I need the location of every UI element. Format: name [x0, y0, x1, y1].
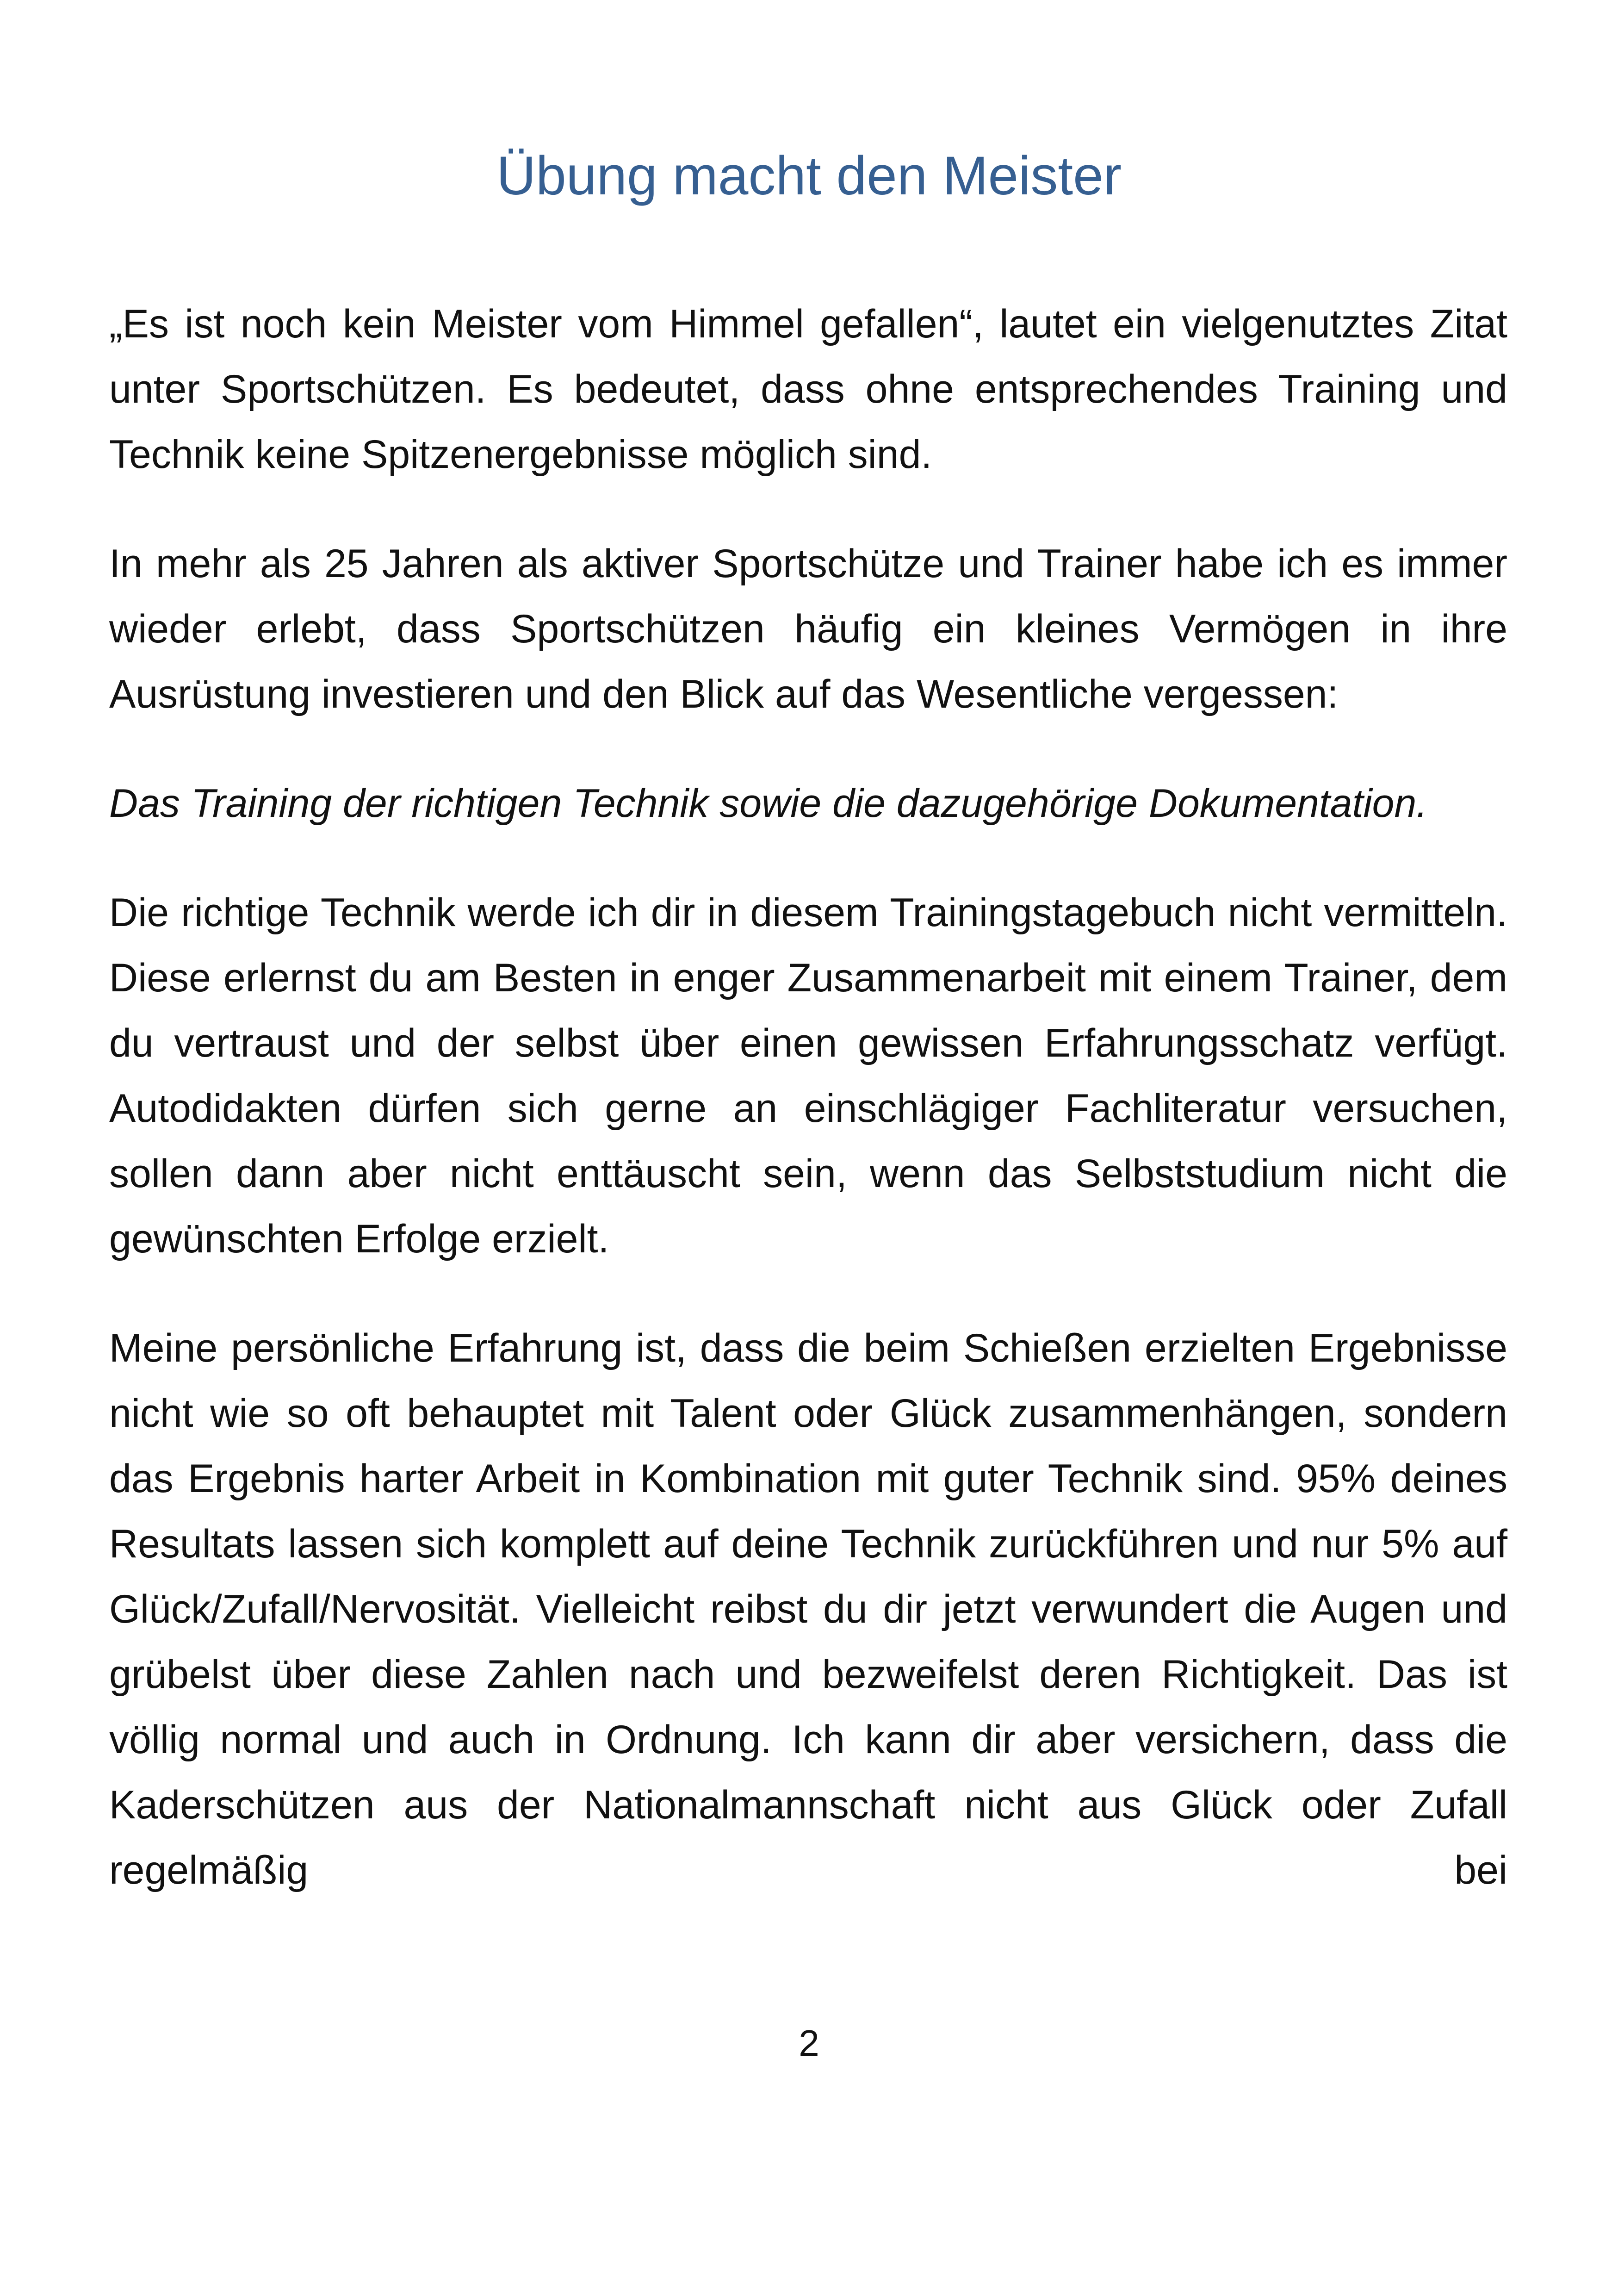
paragraph-emphasis: Das Training der richtigen Technik sowie die dazugehörige Dokumentation.: [109, 781, 1428, 826]
paragraph-intro-quote: „Es ist noch kein Meister vom Himmel gefallen“, lautet ein vielgenutztes Zitat unter Sportschützen. Es bedeutet, dass ohne entsprechendes Training und Technik keine Spitzenergebnisse möglich sind.: [109, 302, 1507, 477]
paragraph-experience: In mehr als 25 Jahren als aktiver Sportschütze und Trainer habe ich es immer wieder erlebt, dass Sportschützen häufig ein kleines Vermögen in ihre Ausrüstung investieren und den Blick auf das Wesentliche vergessen:: [109, 541, 1507, 716]
body-text: [109, 292, 1507, 1903]
page-title: Übung macht den Meister: [496, 145, 1122, 206]
page-number: 2: [799, 2022, 819, 2064]
paragraph-personal-experience: Meine persönliche Erfahrung ist, dass die beim Schießen erzielten Ergebnisse nicht wie so oft behauptet mit Talent oder Glück zusammenhängen, sondern das Ergebnis harter Arbeit in Kombination mit guter Technik sind. 95% deines Resultats lassen sich komplett auf deine Technik zurückführen und nur 5% auf Glück/Zufall/Nervosität. Vielleicht reibst du dir jetzt verwundert die Augen und grübelst über diese Zahlen nach und bezweifelst deren Richtigkeit. Das ist völlig normal und auch in Ordnung. Ich kann dir aber versichern, dass die Kaderschützen aus der Nationalmannschaft nicht aus Glück oder Zufall regelmäßig bei: [109, 1326, 1507, 1892]
paragraph-technique: Die richtige Technik werde ich dir in diesem Trainingstagebuch nicht vermitteln. Diese erlernst du am Besten in enger Zusammenarbeit mit einem Trainer, dem du vertraust und der selbst über einen gewissen Erfahrungsschatz verfügt. Autodidakten dürfen sich gerne an einschlägiger Fachliteratur versuchen, sollen dann aber nicht enttäuscht sein, wenn das Selbststudium nicht die gewünschten Erfolge erzielt.: [109, 890, 1507, 1261]
